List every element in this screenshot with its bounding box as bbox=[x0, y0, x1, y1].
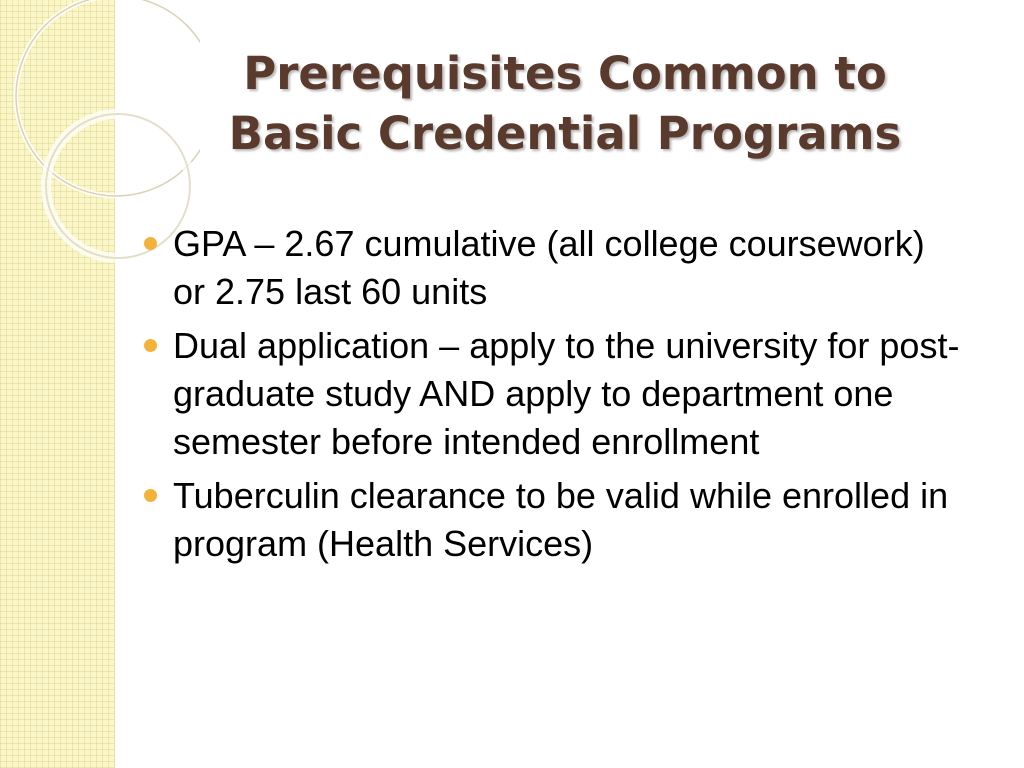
bullet-text-dual-application: Dual application – apply to the university for post-graduate study AND apply to department one semester before intended enrollment bbox=[173, 325, 960, 462]
bullet-list bbox=[144, 220, 964, 574]
bullet-text-tuberculin: Tuberculin clearance to be valid while enrolled in program (Health Services) bbox=[173, 475, 949, 564]
bullet-item-gpa bbox=[144, 220, 964, 316]
slide-title bbox=[150, 44, 980, 164]
dot-icon bbox=[144, 237, 157, 250]
bullet-item-tuberculin bbox=[144, 472, 964, 568]
decorative-side-strip bbox=[0, 0, 115, 768]
bullet-item-dual-application bbox=[144, 322, 964, 466]
dot-icon bbox=[144, 339, 157, 352]
slide-title-line-1: Prerequisites Common to bbox=[243, 47, 887, 100]
slide-title-line-2: Basic Credential Programs bbox=[228, 107, 902, 160]
bullet-text-gpa: GPA – 2.67 cumulative (all college coursework) or 2.75 last 60 units bbox=[173, 223, 925, 312]
dot-icon bbox=[144, 489, 157, 502]
